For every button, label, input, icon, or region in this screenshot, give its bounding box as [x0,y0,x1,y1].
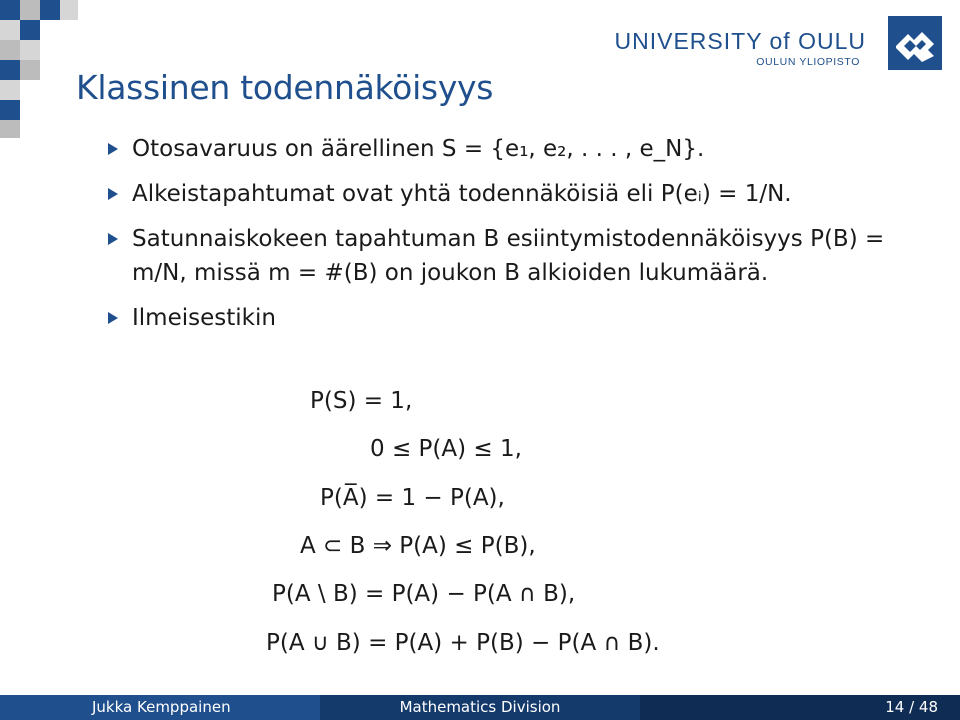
bullet-text: Ilmeisestikin [132,305,276,331]
decorative-squares [0,0,80,140]
university-emblem-icon [888,16,942,70]
equation: P(S) = 1, [310,388,413,414]
bullet-item [96,177,920,211]
bullet-triangle-icon [108,312,118,324]
equation: P(A ∪ B) = P(A) + P(B) − P(A ∩ B). [266,630,660,656]
equation: P(A \ B) = P(A) − P(A ∩ B), [272,581,576,607]
equation: P(A̅) = 1 − P(A), [320,485,505,511]
bullet-text: Alkeistapahtumat ovat yhtä todennäköisiä eli P(eᵢ) = 1/N. [132,181,792,207]
footer-author: Jukka Kemppainen [0,695,320,720]
footer-page-number: 14 / 48 [640,695,960,720]
footer-division: Mathematics Division [320,695,640,720]
bullet-item [96,301,920,335]
bullet-item [96,132,920,166]
bullet-triangle-icon [108,233,118,245]
bullet-text: Satunnaiskokeen tapahtuman B esiintymistodennäköisyys P(B) = m/N, missä m = #(B) on joukon B alkioiden lukumäärä. [132,226,885,286]
bullet-triangle-icon [108,143,118,155]
bullet-item [96,222,920,290]
equation: 0 ≤ P(A) ≤ 1, [370,436,522,462]
bullet-list [96,132,920,346]
equation-block [160,388,760,658]
university-logo [614,16,942,70]
equation: A ⊂ B ⇒ P(A) ≤ P(B), [300,533,536,559]
bullet-text: Otosavaruus on äärellinen S = {e₁, e₂, . . . , e_N}. [132,136,705,162]
logo-text: UNIVERSITY of OULU [614,28,866,54]
logo-subtext: OULUN YLIOPISTO [756,56,860,68]
footer-bar [0,695,960,720]
slide-title: Klassinen todennäköisyys [76,68,494,107]
bullet-triangle-icon [108,188,118,200]
